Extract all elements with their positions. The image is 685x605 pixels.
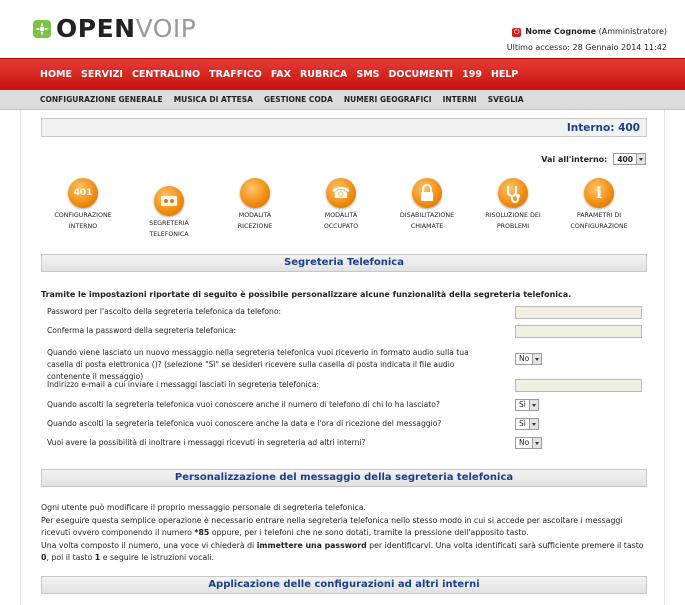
user-box [507,24,667,56]
chevron-down-icon [529,400,538,410]
chevron-down-icon [532,438,541,448]
nav-home[interactable]: HOME [40,69,72,80]
tape-icon [154,186,184,216]
field-label: Vuoi avere la possibilità di inoltrare i messaggi ricevuti in segreteria ad altri interni? [47,438,366,447]
phone-401-icon: 401 [68,178,98,208]
subnav-musica-di-attesa[interactable]: MUSICA DI ATTESA [173,95,253,104]
field-label: Quando viene lasciato un nuovo messaggio nella segreteria telefonica vuoi riceverlo in formato audio sulla tua casella di posta elettronica ()? (selezione "Sì" se desideri ricevere sulla casella di posta indicata il file audio contenente il messaggio) [47,348,469,381]
icon-label: DISABILITAZIONE [399,212,455,219]
icon-label: RICEZIONE [237,223,273,230]
icon-label: SEGRETERIA TELEFONICA [149,220,189,238]
icon-segreteria-telefonica[interactable] [129,186,209,240]
icon-label: PARAMETRI DI [576,212,622,219]
icon-label: RISOLUZIONE DEI [485,212,541,219]
info-icon: i [584,178,614,208]
last-access: Ultimo accesso: 28 Gennaio 2014 11:42 [506,43,667,52]
icon-label: MODALITÀ [238,212,272,219]
goto-interno-value: 400 [617,154,633,164]
nav-servizi[interactable]: SERVIZI [80,69,123,80]
reception-icon [240,178,270,208]
nav-centralino[interactable]: CENTRALINO [131,69,201,80]
sub-nav [0,90,685,110]
logo-leaf-icon [32,19,52,39]
paragraph: Per eseguire questa semplice operazione è necessario entrare nella segreteria telefonica nello stesso modo in cui si accede per ascoltare i messaggi ricevuti ovvero componendo il numero *85 oppure, per i telefoni che ne sono dotati, tramite la pressione dell'apposito tasto. [41,515,623,537]
logo-text-open: OPEN [56,14,136,43]
user-name: Nome Cognome [525,27,597,36]
nav-sms[interactable]: SMS [356,69,380,80]
chevron-down-icon [636,154,645,164]
interno-icon-toolbar [21,178,666,238]
paragraph: Ogni utente può modificare il proprio messaggio personale di segreteria telefonica. [41,503,367,512]
icon-label: CONFIGURAZIONE [54,212,112,219]
logout-icon[interactable]: ⏻ [513,27,520,36]
nav-rubrica[interactable]: RUBRICA [299,69,348,80]
header [0,0,685,58]
icon-risoluzione-problemi[interactable] [473,178,553,232]
icon-configurazione-interno[interactable] [43,178,123,232]
field-label: Password per l'ascolto della segreteria telefonica da telefono: [47,307,282,316]
goto-interno-select[interactable] [613,153,646,165]
nav-traffico[interactable]: TRAFFICO [209,69,262,80]
paragraph: Una volta composto il numero, una voce vi chiederà di immettere una password per identificarvi. Una volta identificati sarà sufficiente premere il tasto 0, poi il tasto 1 e seguire le istruzioni vocali. [41,540,644,562]
interno-title: Interno: 400 [566,122,640,134]
icon-disabilitazione-chiamate[interactable] [387,178,467,232]
main-nav [0,58,685,90]
message-datetime-select[interactable]: Sì [515,418,539,430]
email-field[interactable] [515,379,642,392]
chevron-down-icon [532,354,541,364]
logo-text-voip: VOIP [135,14,197,43]
user-role: (Amministratore) [598,27,667,36]
caller-number-select[interactable]: Sì [515,399,539,411]
field-label: Indirizzo e-mail a cui inviare i messaggi lasciati in segreteria telefonica: [47,380,320,389]
icon-label: CHIAMATE [410,223,444,230]
section-header-segreteria: Segreteria Telefonica [41,254,647,272]
icon-label: PROBLEMI [496,223,530,230]
goto-label: Vai all'interno: [541,154,608,164]
section-header-personalizzazione: Personalizzazione del messaggio della segreteria telefonica [41,469,647,487]
email-audio-select[interactable]: No [515,353,542,365]
nav-fax[interactable]: FAX [270,69,291,80]
subnav-interni[interactable]: INTERNI [442,95,477,104]
icon-label: INTERNO [68,223,98,230]
forward-messages-select[interactable]: No [515,437,542,449]
field-label: Quando ascolti la segreteria telefonica vuoi conoscere anche il numero di telefono di chi lo ha lasciato? [47,400,440,409]
nav-help[interactable]: HELP [490,69,519,80]
icon-label: CONFIGURAZIONE [570,223,628,230]
stethoscope-icon [498,178,528,208]
subnav-sveglia[interactable]: SVEGLIA [487,95,524,104]
field-label: Quando ascolti la segreteria telefonica vuoi conoscere anche la data e l'ora di ricezione del messaggio? [47,419,442,428]
chevron-down-icon [529,419,538,429]
openvoip-logo[interactable] [32,14,196,43]
icon-modalita-ricezione[interactable] [215,178,295,232]
interno-header [41,118,647,137]
goto-interno [541,153,646,165]
field-label: Conferma la password della segreteria telefonica: [47,326,237,335]
personalizzazione-text [41,502,647,565]
subnav-gestione-coda[interactable]: GESTIONE CODA [263,95,333,104]
subnav-numeri-geografici[interactable]: NUMERI GEOGRAFICI [343,95,432,104]
icon-parametri-configurazione[interactable] [559,178,639,232]
content-area [20,110,665,605]
icon-modalita-occupato[interactable] [301,178,381,232]
nav-199[interactable]: 199 [462,69,482,80]
nav-documenti[interactable]: DOCUMENTI [388,69,454,80]
section-header-applicazione: Applicazione delle configurazioni ad altri interni [41,576,647,594]
icon-label: OCCUPATO [323,223,359,230]
password-field[interactable] [515,306,642,319]
busy-phone-icon: ☎ [326,178,356,208]
subnav-configurazione-generale[interactable]: CONFIGURAZIONE GENERALE [40,95,163,104]
icon-label: MODALITÀ [324,212,358,219]
lock-icon [412,178,442,208]
section-intro: Tramite le impostazioni riportate di seguito è possibile personalizzare alcune funzionalità della segreteria telefonica. [41,290,572,299]
confirm-password-field[interactable] [515,325,642,338]
